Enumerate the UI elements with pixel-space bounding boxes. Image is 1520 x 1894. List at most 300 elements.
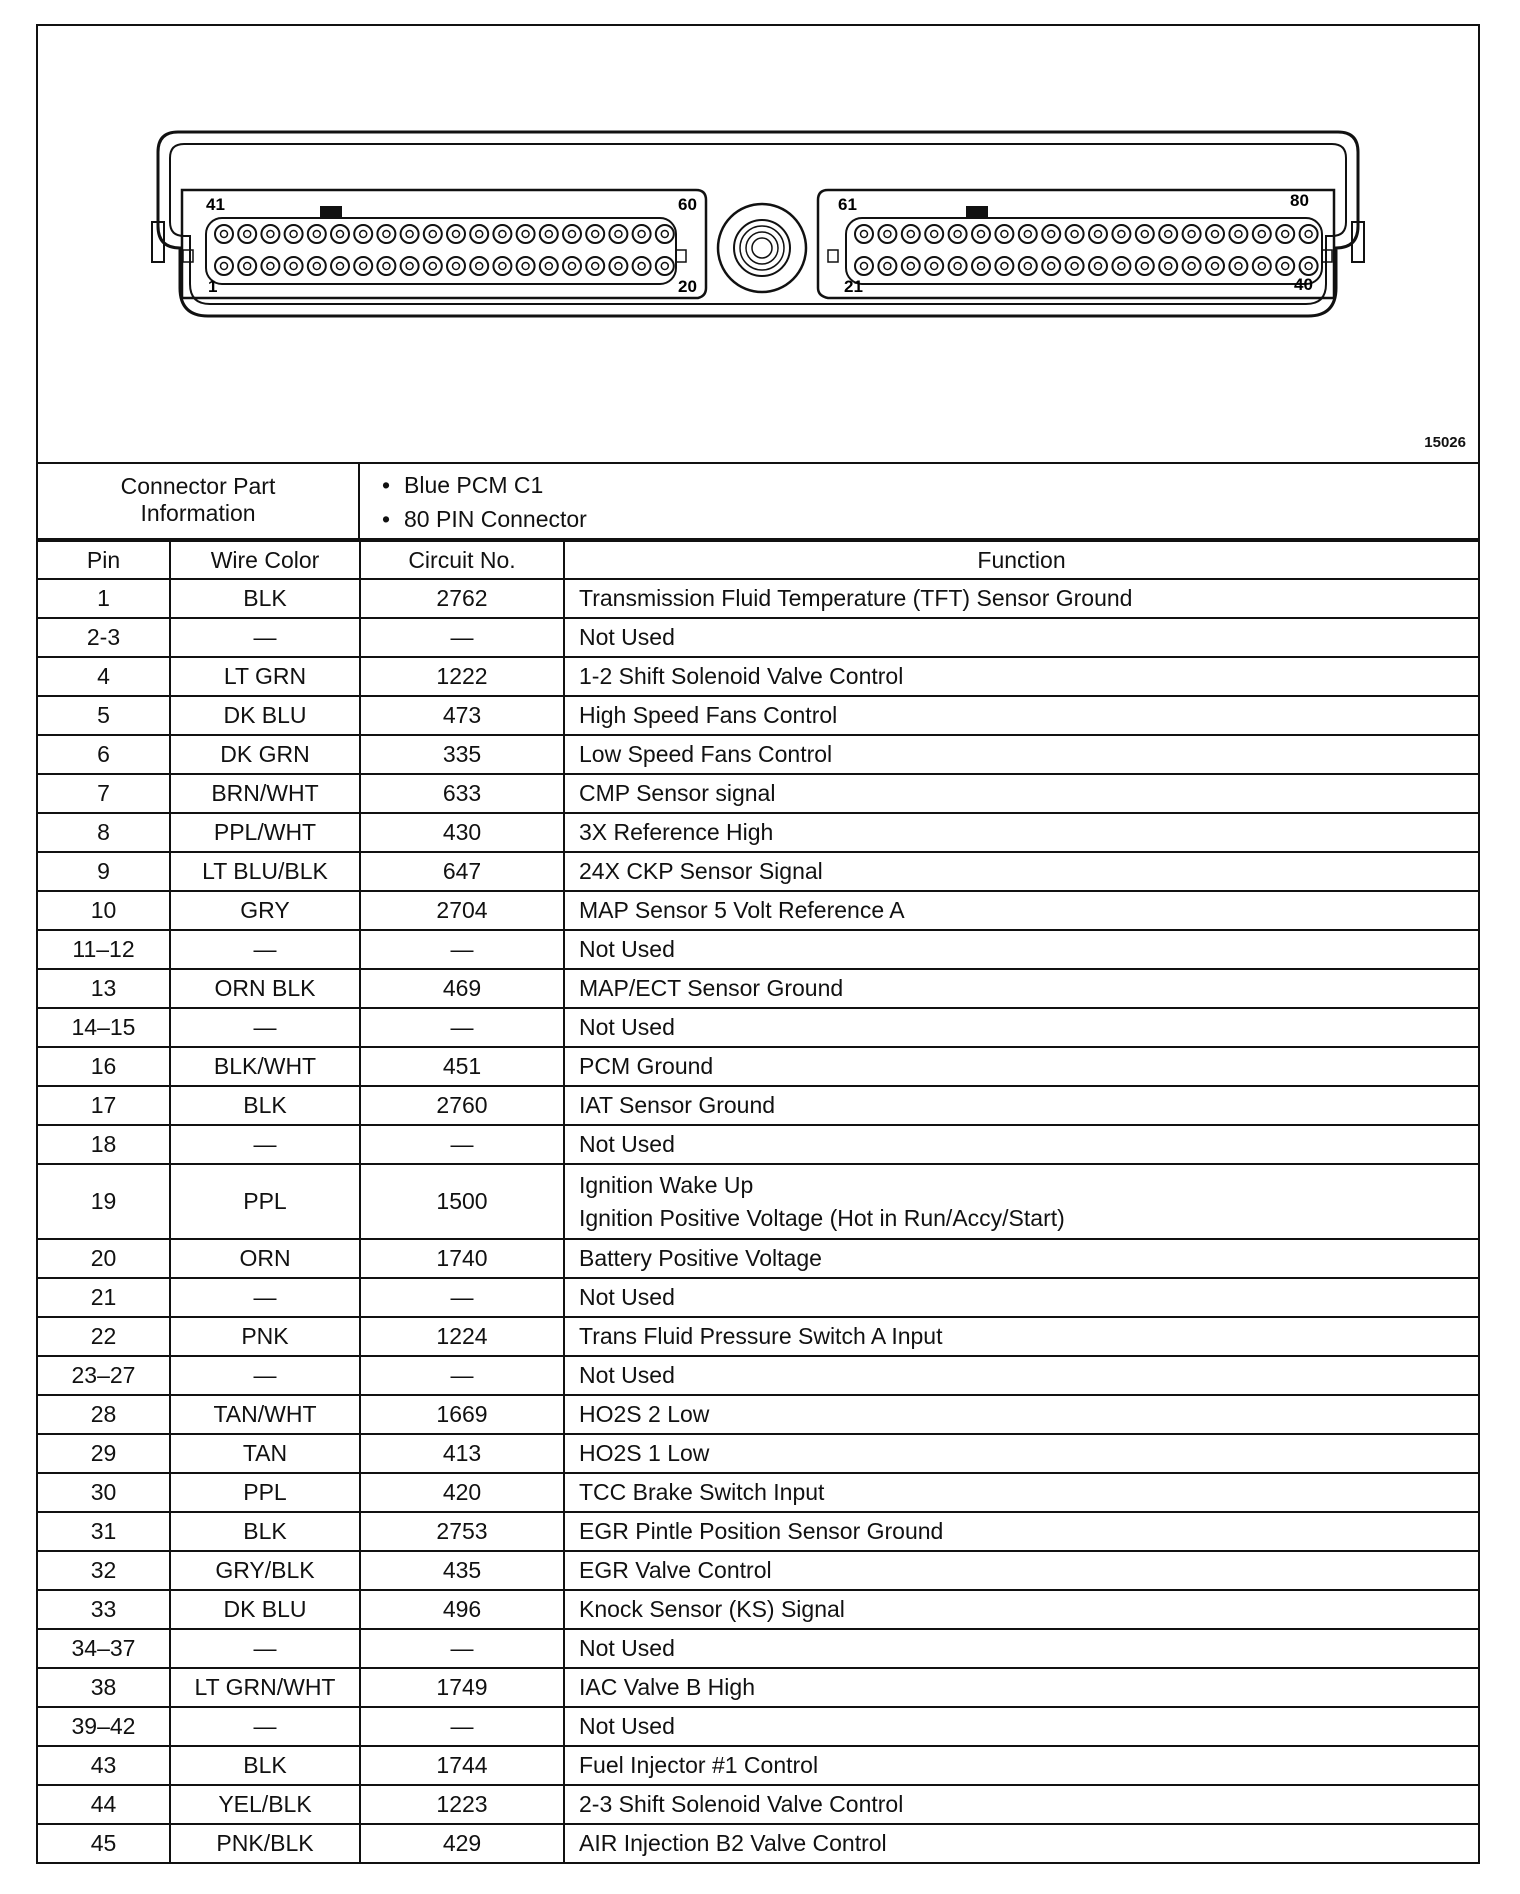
cell-pin: 45 xyxy=(38,1824,170,1863)
cell-circuit-no: — xyxy=(360,1008,564,1047)
cell-function xyxy=(564,1785,1478,1824)
connector-diagram xyxy=(38,26,1478,462)
cell-circuit-no: 2753 xyxy=(360,1512,564,1551)
pin-socket xyxy=(401,257,419,275)
cell-wire-color: PPL/WHT xyxy=(170,813,360,852)
pin-socket-hole xyxy=(545,231,552,238)
function-line: Not Used xyxy=(579,1284,675,1310)
table-row xyxy=(38,1008,1478,1047)
cell-function xyxy=(564,618,1478,657)
pin-socket-hole xyxy=(383,263,390,270)
pin-socket xyxy=(972,257,990,275)
table-row xyxy=(38,1047,1478,1086)
cell-circuit-no: 451 xyxy=(360,1047,564,1086)
cell-wire-color: BLK xyxy=(170,1086,360,1125)
cell-function xyxy=(564,1824,1478,1863)
pin-label-20: 20 xyxy=(678,277,697,296)
pin-socket xyxy=(331,225,349,243)
pin-socket xyxy=(586,225,604,243)
table-row xyxy=(38,1473,1478,1512)
cell-pin: 29 xyxy=(38,1434,170,1473)
pin-socket xyxy=(563,225,581,243)
pin-socket xyxy=(1066,225,1084,243)
pin-socket xyxy=(447,257,465,275)
pin-socket-hole xyxy=(592,263,599,270)
cell-function xyxy=(564,1317,1478,1356)
cell-function xyxy=(564,774,1478,813)
cell-circuit-no: — xyxy=(360,1707,564,1746)
function-line: IAT Sensor Ground xyxy=(579,1092,776,1118)
cell-circuit-no: 496 xyxy=(360,1590,564,1629)
pin-socket xyxy=(855,225,873,243)
function-line: Low Speed Fans Control xyxy=(579,741,833,767)
pin-label-80: 80 xyxy=(1290,191,1309,210)
cell-pin: 17 xyxy=(38,1086,170,1125)
header-wire-color: Wire Color xyxy=(170,541,360,579)
function-line: 24X CKP Sensor Signal xyxy=(579,858,823,884)
cell-circuit-no: 473 xyxy=(360,696,564,735)
pin-socket-hole xyxy=(978,263,985,270)
cell-circuit-no: 647 xyxy=(360,852,564,891)
pin-socket-hole xyxy=(1048,263,1055,270)
pin-socket xyxy=(1089,225,1107,243)
table-row xyxy=(38,1086,1478,1125)
cell-circuit-no: — xyxy=(360,930,564,969)
cell-pin: 18 xyxy=(38,1125,170,1164)
pin-socket xyxy=(1066,257,1084,275)
pin-socket-hole xyxy=(1188,263,1195,270)
table-row xyxy=(38,1551,1478,1590)
pin-socket-hole xyxy=(313,263,320,270)
pin-socket xyxy=(1206,225,1224,243)
cell-pin: 43 xyxy=(38,1746,170,1785)
function-line: 1-2 Shift Solenoid Valve Control xyxy=(579,663,904,689)
pin-socket xyxy=(633,225,651,243)
pin-socket-hole xyxy=(569,231,576,238)
pin-socket-hole xyxy=(615,263,622,270)
table-row xyxy=(38,1356,1478,1395)
cell-pin: 11–12 xyxy=(38,930,170,969)
cell-circuit-no: 1500 xyxy=(360,1164,564,1239)
cell-wire-color: — xyxy=(170,1278,360,1317)
cell-circuit-no: 1669 xyxy=(360,1395,564,1434)
connector-info-label-line1: Connector Part xyxy=(120,473,276,499)
pin-socket-hole xyxy=(383,231,390,238)
cell-function xyxy=(564,1707,1478,1746)
table-row xyxy=(38,1164,1478,1239)
cell-circuit-no: 2760 xyxy=(360,1086,564,1125)
pin-socket-hole xyxy=(1071,231,1078,238)
pin-socket-hole xyxy=(522,263,529,270)
cell-circuit-no: 1224 xyxy=(360,1317,564,1356)
pin-socket-hole xyxy=(638,263,645,270)
pin-socket-hole xyxy=(1305,231,1312,238)
pin-socket-hole xyxy=(1001,231,1008,238)
pin-socket-hole xyxy=(1095,263,1102,270)
connector-info-item: • 80 PIN Connector xyxy=(404,506,587,533)
table-row xyxy=(38,813,1478,852)
pin-socket-hole xyxy=(244,263,251,270)
pin-label-40: 40 xyxy=(1294,275,1313,294)
pin-socket-hole xyxy=(406,263,413,270)
pin-socket xyxy=(261,225,279,243)
connector-info-list xyxy=(360,464,1478,538)
pinout-sheet xyxy=(36,24,1480,1864)
figure-number: 15026 xyxy=(1424,434,1466,451)
cell-wire-color: — xyxy=(170,618,360,657)
cell-circuit-no: 1749 xyxy=(360,1668,564,1707)
table-row xyxy=(38,969,1478,1008)
pin-socket xyxy=(215,257,233,275)
cell-pin: 8 xyxy=(38,813,170,852)
pin-label-1: 1 xyxy=(208,277,218,296)
cell-function xyxy=(564,1473,1478,1512)
pin-socket-hole xyxy=(638,231,645,238)
pin-socket xyxy=(470,257,488,275)
cell-wire-color: GRY/BLK xyxy=(170,1551,360,1590)
pin-socket-hole xyxy=(884,263,891,270)
pin-socket-hole xyxy=(453,231,460,238)
table-row xyxy=(38,1707,1478,1746)
pin-socket xyxy=(377,257,395,275)
cell-circuit-no: 429 xyxy=(360,1824,564,1863)
cell-pin: 38 xyxy=(38,1668,170,1707)
cell-function xyxy=(564,891,1478,930)
pin-socket xyxy=(424,225,442,243)
pin-socket xyxy=(1159,225,1177,243)
table-row xyxy=(38,1512,1478,1551)
cell-wire-color: YEL/BLK xyxy=(170,1785,360,1824)
cell-wire-color: ORN xyxy=(170,1239,360,1278)
pin-socket-hole xyxy=(978,231,985,238)
cell-function xyxy=(564,1395,1478,1434)
function-line: TCC Brake Switch Input xyxy=(579,1479,825,1505)
pin-socket-hole xyxy=(476,263,483,270)
cell-pin: 14–15 xyxy=(38,1008,170,1047)
pin-socket xyxy=(902,225,920,243)
pin-socket-hole xyxy=(1212,231,1219,238)
pin-socket-hole xyxy=(290,263,297,270)
cell-circuit-no: 420 xyxy=(360,1473,564,1512)
cell-function xyxy=(564,1434,1478,1473)
pin-socket xyxy=(1206,257,1224,275)
function-line: PCM Ground xyxy=(579,1053,714,1079)
pin-socket-hole xyxy=(1118,231,1125,238)
pin-socket xyxy=(308,225,326,243)
function-line: Trans Fluid Pressure Switch A Input xyxy=(579,1323,943,1349)
cell-pin: 20 xyxy=(38,1239,170,1278)
cell-circuit-no: 633 xyxy=(360,774,564,813)
pin-socket-hole xyxy=(954,231,961,238)
pin-socket-hole xyxy=(931,263,938,270)
cell-wire-color: BLK xyxy=(170,1512,360,1551)
pin-socket-hole xyxy=(861,263,868,270)
cell-wire-color: — xyxy=(170,930,360,969)
cell-function xyxy=(564,1125,1478,1164)
cell-circuit-no: 1222 xyxy=(360,657,564,696)
cell-pin: 22 xyxy=(38,1317,170,1356)
pin-socket-hole xyxy=(1235,231,1242,238)
cell-function xyxy=(564,930,1478,969)
cell-function xyxy=(564,1551,1478,1590)
pin-label-61: 61 xyxy=(838,195,857,214)
cell-wire-color: — xyxy=(170,1629,360,1668)
pin-label-41: 41 xyxy=(206,195,225,214)
pin-socket-hole xyxy=(1071,263,1078,270)
pin-socket-hole xyxy=(1282,231,1289,238)
pin-socket-hole xyxy=(522,231,529,238)
pin-socket xyxy=(1042,225,1060,243)
pin-socket-hole xyxy=(661,231,668,238)
function-line: 3X Reference High xyxy=(579,819,774,845)
header-circuit-no: Circuit No. xyxy=(360,541,564,579)
cell-wire-color: PPL xyxy=(170,1164,360,1239)
table-row xyxy=(38,1317,1478,1356)
cell-circuit-no: 413 xyxy=(360,1434,564,1473)
function-line: MAP Sensor 5 Volt Reference A xyxy=(579,897,905,923)
cell-function xyxy=(564,1008,1478,1047)
pin-socket xyxy=(1183,257,1201,275)
pin-socket xyxy=(1019,225,1037,243)
function-line: Not Used xyxy=(579,936,675,962)
pin-socket-hole xyxy=(337,231,344,238)
connector-illustration xyxy=(38,26,1478,462)
cell-function xyxy=(564,1590,1478,1629)
pin-socket xyxy=(586,257,604,275)
pin-socket xyxy=(925,225,943,243)
cell-function xyxy=(564,969,1478,1008)
function-line: Ignition Wake Up xyxy=(579,1171,754,1198)
cell-wire-color: BLK/WHT xyxy=(170,1047,360,1086)
pin-socket xyxy=(424,257,442,275)
pin-socket-hole xyxy=(954,263,961,270)
pin-socket-hole xyxy=(1118,263,1125,270)
function-line: HO2S 2 Low xyxy=(579,1401,710,1427)
table-row xyxy=(38,1125,1478,1164)
cell-circuit-no: 2704 xyxy=(360,891,564,930)
pin-socket xyxy=(949,257,967,275)
pin-socket xyxy=(331,257,349,275)
cell-function xyxy=(564,813,1478,852)
pin-socket xyxy=(1042,257,1060,275)
function-line: 2-3 Shift Solenoid Valve Control xyxy=(579,1791,904,1817)
table-row xyxy=(38,774,1478,813)
pin-socket-hole xyxy=(907,263,914,270)
table-row xyxy=(38,735,1478,774)
cell-circuit-no: 435 xyxy=(360,1551,564,1590)
pin-socket xyxy=(878,225,896,243)
cell-wire-color: DK BLU xyxy=(170,1590,360,1629)
pin-socket-hole xyxy=(360,231,367,238)
function-line: Not Used xyxy=(579,624,675,650)
pin-socket xyxy=(285,225,303,243)
cell-wire-color: ORN BLK xyxy=(170,969,360,1008)
cell-wire-color: BLK xyxy=(170,1746,360,1785)
pin-socket-hole xyxy=(615,231,622,238)
function-line: CMP Sensor signal xyxy=(579,780,776,806)
function-line: Battery Positive Voltage xyxy=(579,1245,822,1271)
cell-function xyxy=(564,1512,1478,1551)
pin-socket-hole xyxy=(221,231,228,238)
cell-circuit-no: 1740 xyxy=(360,1239,564,1278)
pin-socket xyxy=(1253,225,1271,243)
pin-socket-hole xyxy=(1024,231,1031,238)
pin-socket xyxy=(1276,225,1294,243)
pin-socket-hole xyxy=(476,231,483,238)
pin-socket xyxy=(447,225,465,243)
table-row xyxy=(38,1239,1478,1278)
cell-function xyxy=(564,1239,1478,1278)
cell-pin: 2-3 xyxy=(38,618,170,657)
cell-pin: 44 xyxy=(38,1785,170,1824)
cell-pin: 13 xyxy=(38,969,170,1008)
pin-socket xyxy=(215,225,233,243)
cell-function xyxy=(564,1164,1478,1239)
pin-socket xyxy=(633,257,651,275)
cell-function xyxy=(564,1047,1478,1086)
pin-socket xyxy=(563,257,581,275)
cell-wire-color: BRN/WHT xyxy=(170,774,360,813)
pin-socket-hole xyxy=(1001,263,1008,270)
pin-socket-hole xyxy=(1048,231,1055,238)
pin-socket-hole xyxy=(244,231,251,238)
pin-socket-hole xyxy=(569,263,576,270)
cell-pin: 33 xyxy=(38,1590,170,1629)
cell-function xyxy=(564,579,1478,618)
pin-socket-hole xyxy=(545,263,552,270)
function-line: Not Used xyxy=(579,1635,675,1661)
pin-socket xyxy=(308,257,326,275)
pin-socket xyxy=(1019,257,1037,275)
cell-wire-color: DK BLU xyxy=(170,696,360,735)
table-row xyxy=(38,1434,1478,1473)
pin-socket-hole xyxy=(1235,263,1242,270)
pin-socket xyxy=(656,257,674,275)
function-line: High Speed Fans Control xyxy=(579,702,838,728)
pin-socket xyxy=(902,257,920,275)
pin-socket-hole xyxy=(290,231,297,238)
cell-circuit-no: 1744 xyxy=(360,1746,564,1785)
pin-socket xyxy=(354,225,372,243)
function-line: Not Used xyxy=(579,1362,675,1388)
pin-socket xyxy=(1229,225,1247,243)
pin-socket xyxy=(609,225,627,243)
function-line: AIR Injection B2 Valve Control xyxy=(579,1830,887,1856)
pin-socket xyxy=(238,225,256,243)
pin-socket-hole xyxy=(429,263,436,270)
table-row xyxy=(38,1746,1478,1785)
connector-info-item: • Blue PCM C1 xyxy=(404,472,543,499)
connector-info-label xyxy=(38,464,360,538)
table-row xyxy=(38,657,1478,696)
pin-socket-hole xyxy=(313,231,320,238)
pin-socket xyxy=(517,257,535,275)
pin-socket xyxy=(377,225,395,243)
table-row xyxy=(38,1629,1478,1668)
table-row xyxy=(38,1278,1478,1317)
function-line: Knock Sensor (KS) Signal xyxy=(579,1596,845,1622)
pin-socket-hole xyxy=(1165,263,1172,270)
cell-pin: 6 xyxy=(38,735,170,774)
pin-socket xyxy=(493,225,511,243)
cell-circuit-no: — xyxy=(360,1278,564,1317)
pin-socket xyxy=(261,257,279,275)
cell-pin: 21 xyxy=(38,1278,170,1317)
pin-socket-hole xyxy=(1165,231,1172,238)
cell-pin: 32 xyxy=(38,1551,170,1590)
cell-pin: 5 xyxy=(38,696,170,735)
pin-socket-hole xyxy=(1212,263,1219,270)
pin-socket xyxy=(238,257,256,275)
table-row xyxy=(38,1824,1478,1863)
table-row xyxy=(38,1395,1478,1434)
table-row xyxy=(38,1590,1478,1629)
cell-pin: 30 xyxy=(38,1473,170,1512)
cell-pin: 7 xyxy=(38,774,170,813)
cell-wire-color: GRY xyxy=(170,891,360,930)
pin-socket-hole xyxy=(499,231,506,238)
table-row xyxy=(38,579,1478,618)
pin-socket-hole xyxy=(907,231,914,238)
pinout-table xyxy=(38,540,1478,1864)
pin-socket xyxy=(609,257,627,275)
cell-function xyxy=(564,696,1478,735)
pin-socket xyxy=(1112,257,1130,275)
pin-socket-hole xyxy=(1258,231,1265,238)
cell-pin: 4 xyxy=(38,657,170,696)
function-line: Not Used xyxy=(579,1014,675,1040)
connector-info xyxy=(38,462,1478,540)
function-line: Ignition Positive Voltage (Hot in Run/Accy/Start) xyxy=(579,1204,1065,1231)
header-pin: Pin xyxy=(38,541,170,579)
table-header-row xyxy=(38,541,1478,579)
header-function: Function xyxy=(564,541,1478,579)
pin-socket-hole xyxy=(360,263,367,270)
cell-function xyxy=(564,1746,1478,1785)
cell-pin: 1 xyxy=(38,579,170,618)
cell-pin: 10 xyxy=(38,891,170,930)
pin-socket-hole xyxy=(1282,263,1289,270)
pin-socket xyxy=(1112,225,1130,243)
cell-wire-color: TAN/WHT xyxy=(170,1395,360,1434)
cell-wire-color: — xyxy=(170,1707,360,1746)
cell-pin: 23–27 xyxy=(38,1356,170,1395)
pin-socket-hole xyxy=(884,231,891,238)
pin-socket xyxy=(995,225,1013,243)
connector-info-label-line2: Information xyxy=(140,500,256,526)
cell-pin: 34–37 xyxy=(38,1629,170,1668)
function-line: Not Used xyxy=(579,1713,675,1739)
cell-wire-color: BLK xyxy=(170,579,360,618)
pin-socket xyxy=(1276,257,1294,275)
pin-socket xyxy=(540,225,558,243)
pin-socket-hole xyxy=(1095,231,1102,238)
function-line: EGR Pintle Position Sensor Ground xyxy=(579,1518,944,1544)
cell-function xyxy=(564,1668,1478,1707)
pin-socket xyxy=(1300,225,1318,243)
pin-socket-hole xyxy=(1141,231,1148,238)
pin-socket-hole xyxy=(221,263,228,270)
cell-circuit-no: 469 xyxy=(360,969,564,1008)
table-row xyxy=(38,1668,1478,1707)
cell-function xyxy=(564,1086,1478,1125)
cell-function xyxy=(564,1629,1478,1668)
table-row xyxy=(38,930,1478,969)
pin-socket xyxy=(995,257,1013,275)
cell-circuit-no: 1223 xyxy=(360,1785,564,1824)
cell-circuit-no: 2762 xyxy=(360,579,564,618)
pin-socket xyxy=(540,257,558,275)
